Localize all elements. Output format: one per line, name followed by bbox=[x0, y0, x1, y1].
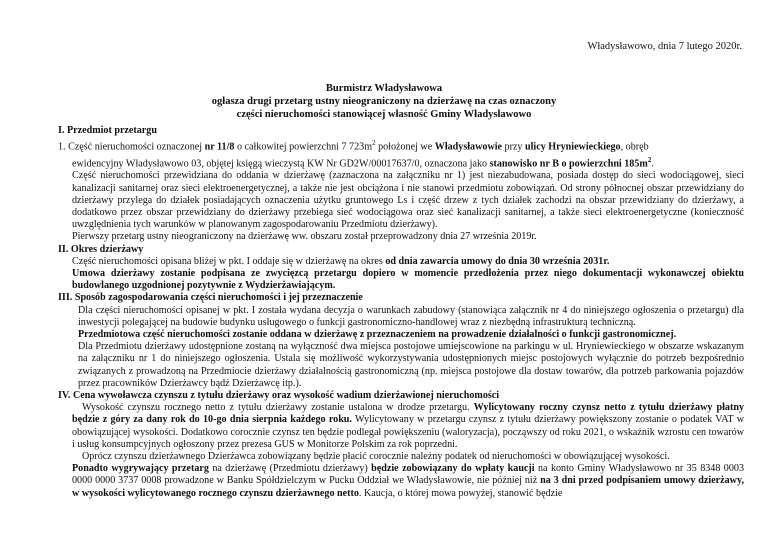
section-title-4: IV. Cena wywoławcza czynszu z tytułu dzierżawy oraz wysokość wadium dzierżawionej nieruchomości bbox=[58, 389, 500, 401]
section-1-paragraph-4: Pierwszy przetarg ustny nieograniczony na dzierżawę ww. obszaru został przeprowadzony dnia 27 września 2019r. bbox=[72, 231, 537, 243]
section-1-paragraph-1: 1. Część nieruchomości oznaczonej nr 11/8 o całkowitej powierzchni 7 $723m^2$ położonej we Władysławowie przy ulicy Hryniewieckiego, obręb bbox=[58, 139, 649, 153]
section-3-paragraph-3: Dla Przedmiotu dzierżawy udostępnione zostaną na wyłączność dwa miejsca postojowe umiejscowione na parkingu w ul. Hryniewieckiego w obszarze wskazanym na załączniku nr 1 do niniejszego ogłoszenia. Ustala się możliwość wykorzystywania udostępnionych miejsc postojowych wyłącznie do potrzeb bezpośrednio związanych z prowadzoną na Przedmiocie dzierżawy działalnością gastronomiczną (np. miejsca postojowe dla dostaw towarów, dla potrzeb parkowania pojazdów przez pracowników Dzierżawcy bądź Dzierżawcę itp.). bbox=[78, 341, 744, 389]
announcement-subtitle-2: części nieruchomości stanowiącej własność Gminy Władysławowo bbox=[236, 109, 532, 120]
section-4-paragraph-2: Oprócz czynszu dzierżawnego Dzierżawca zobowiązany będzie płacić corocznie należny podatek od nieruchomości w obowiązującej wysokości. bbox=[82, 451, 670, 462]
announcement-title: Burmistrz Władysławowa bbox=[325, 83, 443, 94]
section-4-paragraph-3: Ponadto wygrywający przetarg na dzierżawę (Przedmiotu dzierżawy) będzie zobowiązany do wpłaty kaucji na konto Gminy Władysławowo nr 35 8348 0003 0000 0000 3737 0008 prowadzone w Banku Spółdzielczym w Pucku Oddział we Władysławowie, nie później niż na 3 dni przed podpisaniem umowy dzierżawy, w wysokości wylicytowanego rocznego czynszu dzierżawnego netto. Kaucja, o której mowa powyżej, stanowić będzie bbox=[72, 463, 744, 499]
section-3-paragraph-1: Dla części nieruchomości opisanej w pkt. I została wydana decyzja o warunkach zabudowy (stanowiąca załącznik nr 4 do niniejszego ogłoszenia o przetargu) dla inwestycji polegającej na budowie budynku usługowego o funkcji gastronomiczno-handlowej wraz z niezbędną infrastrukturą techniczną. bbox=[78, 304, 744, 328]
announcement-subtitle: ogłasza drugi przetarg ustny nieograniczony na dzierżawę na czas oznaczony bbox=[211, 96, 557, 107]
section-title-3: III. Sposób zagospodarowania części nieruchomości i jej przeznaczenie bbox=[58, 292, 363, 304]
document-date: Władysławowo, dnia 7 lutego 2020r. bbox=[587, 41, 742, 52]
section-1-paragraph-2: ewidencyjny Władysławowo 03, objętej księgą wieczystą KW Nr GD2W/00017637/0, oznaczona jako stanowisko nr B o powierzchni $185m^2$. bbox=[72, 155, 654, 170]
section-title-1: I. Przedmiot przetargu bbox=[58, 125, 157, 136]
section-4-paragraph-1: Wysokość czynszu rocznego netto z tytułu dzierżawy zostanie ustalona w drodze przetargu. Wylicytowany roczny czynsz netto z tytułu dzierżawy płatny będzie z góry za dany rok do 10-go dnia sierpnia każdego roku. Wylicytowany w przetargu czynsz z tytułu dzierżawy powiększony zostanie o podatek VAT w obowiązującej wysokości. Dodatkowo corocznie czynsz ten będzie podlegał powiększeniu (waloryzacja), począwszy od roku 2021, o wskaźnik wzrostu cen towarów i usług konsumpcyjnych ogłoszony przez prezesa GUS w Monitorze Polskim za rok poprzedni. bbox=[72, 402, 744, 450]
section-title-2: II. Okres dzierżawy bbox=[58, 243, 144, 255]
section-2-paragraph-1: Część nieruchomości opisana bliżej w pkt. I oddaje się w dzierżawę na okres od dnia zawarcia umowy do dnia 30 września 2031r. bbox=[72, 255, 610, 267]
document-body bbox=[58, 125, 744, 500]
section-2-paragraph-2: Umowa dzierżawy zostanie podpisana ze zwycięzcą przetargu dopiero w momencie przedłożenia przez niego dokumentacji wykonawczej obiektu budowlanego uzgodnionej pozytywnie z Wydzierżawiającym. bbox=[72, 267, 744, 292]
section-3-paragraph-2: Przedmiotowa część nieruchomości zostanie oddana w dzierżawę z przeznaczeniem na prowadzenie działalności o funkcji gastronomicznej. bbox=[78, 328, 677, 340]
section-1-paragraph-3: Część nieruchomości przewidziana do oddania w dzierżawę (zaznaczona na załączniku nr 1) jest niezabudowana, posiada dostęp do sieci wodociągowej, sieci kanalizacji sanitarnej oraz sieci elektroenergetycznej, a także nie jest obciążona i nie stanowi przedmiotu zobowiązań. Od strony północnej obszar przewidziany do dzierżawy przylega do działek posiadających oznaczenia użytku gruntowego Ls i część drzew z tych działek zachodzi na obszar przewidziany do dzierżawy, a dodatkowo przez obszar przewidziany do dzierżawy przebiega sieć wodociągowa oraz sieć kanalizacji sanitarnej, a także sieci elektroenergetyczne (konieczność uwzględnienia tych warunków w planowanym zagospodarowaniu Przedmiotu dzierżawy). bbox=[72, 170, 744, 231]
